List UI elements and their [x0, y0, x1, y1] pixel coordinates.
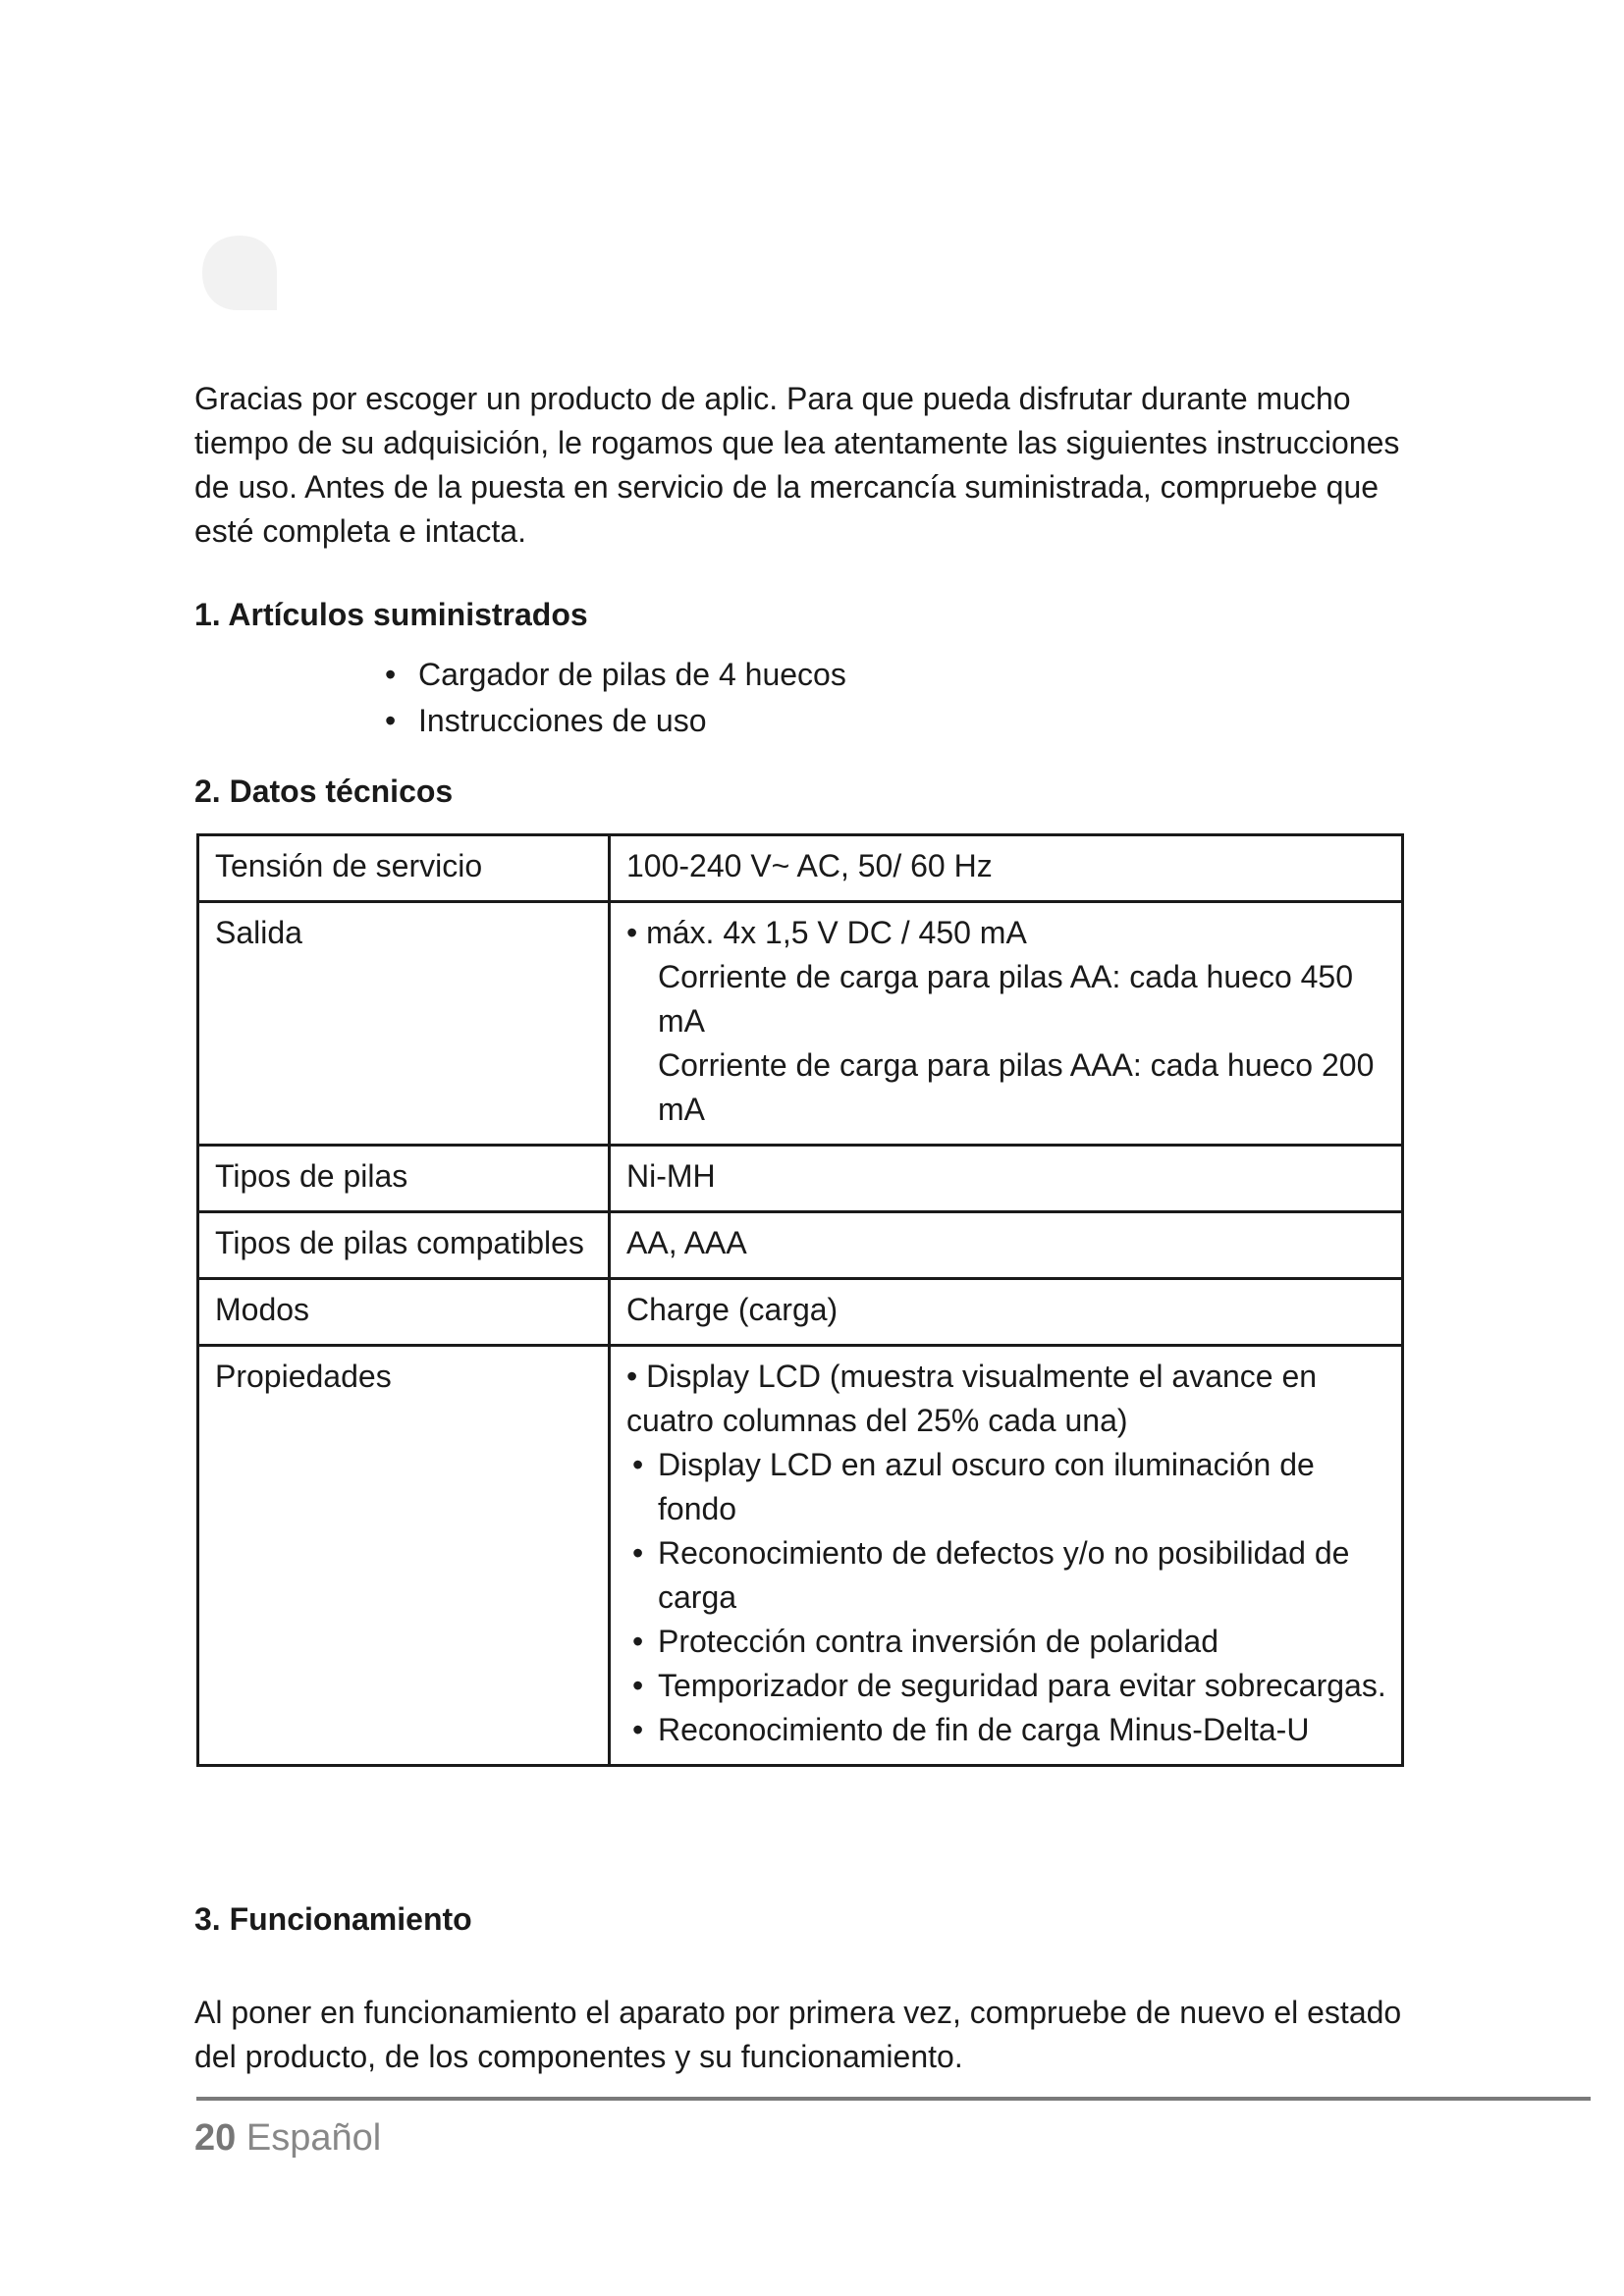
table-value-cell: 100-240 V~ AC, 50/ 60 Hz [610, 835, 1403, 902]
table-row [198, 902, 1403, 1146]
table-label-cell: Salida [198, 902, 610, 1146]
table-value-cell: Ni-MH [610, 1146, 1403, 1212]
footer-divider [196, 2097, 1591, 2101]
delivered-items-list [383, 652, 846, 744]
section-3-heading: 3. Funcionamiento [194, 1901, 472, 1937]
table-label-cell: Modos [198, 1279, 610, 1346]
page-footer [194, 2117, 381, 2160]
list-item: • Cargador de pilas de 4 huecos [383, 652, 846, 698]
section-1-heading: 1. Artículos suministrados [194, 597, 588, 632]
table-value-cell [610, 902, 1403, 1146]
list-item: • Instrucciones de uso [383, 698, 846, 744]
charge-current-aa: Corriente de carga para pilas AA: cada hueco 450 mA [658, 959, 1354, 1039]
table-label-cell: Tipos de pilas compatibles [198, 1212, 610, 1279]
table-label-cell: Tensión de servicio [198, 835, 610, 902]
table-value-cell: Charge (carga) [610, 1279, 1403, 1346]
table-row [198, 1212, 1403, 1279]
table-row [198, 835, 1403, 902]
table-label-cell: Tipos de pilas [198, 1146, 610, 1212]
property-display: • Display LCD (muestra visualmente el avance en cuatro columnas del 25% cada una) [626, 1359, 1318, 1438]
page-number: 20 [194, 2117, 237, 2159]
section-2-heading: 2. Datos técnicos [194, 774, 454, 809]
output-value: • máx. 4x 1,5 V DC / 450 mA [626, 915, 1027, 950]
table-value-cell [610, 1346, 1403, 1766]
property-item: • Reconocimiento de fin de carga Minus-Delta-U [626, 1708, 1387, 1752]
property-item: • Reconocimiento de defectos y/o no posibilidad de carga [626, 1531, 1387, 1620]
property-item: • Temporizador de seguridad para evitar sobrecargas. [626, 1664, 1387, 1708]
table-row [198, 1346, 1403, 1766]
charge-current-aaa: Corriente de carga para pilas AAA: cada hueco 200 mA [658, 1047, 1375, 1127]
table-value-cell: AA, AAA [610, 1212, 1403, 1279]
table-row [198, 1279, 1403, 1346]
table-label-cell: Propiedades [198, 1346, 610, 1766]
property-item: • Protección contra inversión de polaridad [626, 1620, 1387, 1664]
footer-language: Español [245, 2117, 382, 2159]
intro-paragraph: Gracias por escoger un producto de aplic. Para que pueda disfrutar durante mucho tiempo de su adquisición, le rogamos que lea atentamente las siguientes instrucciones de uso. Antes de la puesta en servicio de la mercancía suministrada, compruebe que esté completa e intacta. [194, 381, 1400, 549]
property-item: • Display LCD en azul oscuro con iluminación de fondo [626, 1443, 1387, 1531]
operation-paragraph: Al poner en funcionamiento el aparato por primera vez, compruebe de nuevo el estado del producto, de los componentes y su funcionamiento. [194, 1995, 1402, 2074]
technical-data-table [196, 833, 1404, 1767]
brand-logo-icon [194, 228, 285, 318]
table-row [198, 1146, 1403, 1212]
